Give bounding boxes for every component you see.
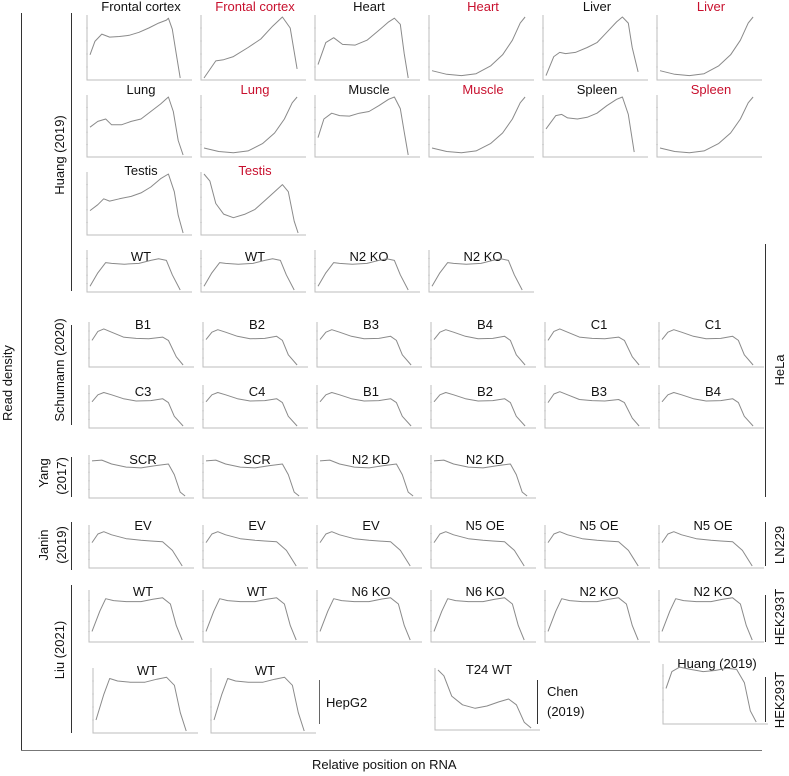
density-curve — [666, 667, 756, 722]
line-panel — [656, 83, 766, 159]
density-curve — [206, 393, 297, 427]
line-panel — [314, 250, 424, 294]
panel-title: N2 KO — [693, 584, 733, 599]
panel-axes — [87, 15, 192, 80]
line-panel — [210, 664, 320, 735]
group-label-janin-year: (2019) — [54, 526, 69, 564]
line-panel — [434, 663, 544, 732]
group-label-chen-year: (2019) — [547, 704, 585, 719]
line-panel — [430, 453, 540, 500]
panel-title: B3 — [591, 384, 607, 399]
line-panel — [544, 585, 654, 644]
density-curve — [318, 97, 408, 155]
panel-plot — [86, 172, 194, 237]
line-panel — [430, 585, 540, 644]
panel-title: C3 — [134, 384, 152, 399]
panel-plot — [314, 95, 422, 159]
line-panel — [430, 385, 540, 430]
panel-plot — [658, 525, 766, 570]
density-curve — [434, 393, 525, 427]
panel-title: B4 — [705, 384, 721, 399]
line-panel — [86, 250, 196, 294]
panel-plot — [544, 322, 652, 369]
density-curve — [432, 259, 522, 290]
group-label-schumann: Schumann (2020) — [52, 318, 67, 422]
janin-group-bracket — [71, 522, 72, 570]
panel-plot — [316, 525, 424, 570]
panel-plot — [658, 385, 766, 430]
cell-line-label-hela: HeLa — [772, 354, 787, 386]
panel-title: Frontal cortex — [215, 0, 295, 14]
liu-group-bracket — [71, 585, 72, 733]
group-label-huang: Huang (2019) — [52, 115, 67, 195]
panel-axes — [659, 590, 764, 642]
panel-title: WT — [246, 584, 268, 599]
panel-plot — [656, 15, 764, 82]
panel-title: Spleen — [576, 82, 618, 97]
panel-axes — [315, 95, 420, 157]
density-curve — [320, 532, 410, 566]
panel-plot — [544, 525, 652, 570]
cell-line-label-hek293t-1: HEK293T — [772, 588, 787, 646]
panel-plot — [202, 322, 310, 369]
line-panel — [200, 250, 310, 294]
panel-title: B1 — [363, 384, 379, 399]
hela-bracket — [765, 244, 766, 497]
density-curve — [206, 460, 299, 496]
panel-title: C1 — [704, 317, 722, 332]
panel-title: SCR — [243, 452, 271, 467]
density-curve — [92, 532, 182, 566]
density-curve — [432, 17, 525, 76]
panel-plot — [430, 385, 538, 430]
line-panel — [88, 318, 198, 369]
panel-plot — [428, 15, 536, 82]
density-curve — [90, 174, 183, 233]
density-curve — [318, 18, 408, 78]
density-curve — [548, 598, 638, 640]
panel-axes — [659, 525, 764, 568]
panel-axes — [211, 668, 316, 733]
density-curve — [204, 97, 297, 153]
line-panel — [200, 164, 310, 237]
panel-axes — [89, 322, 194, 367]
density-curve — [434, 532, 524, 566]
panel-axes — [89, 385, 194, 428]
line-panel — [428, 83, 538, 159]
panel-title: N2 KO — [463, 249, 503, 264]
line-panel — [200, 83, 310, 159]
panel-title: N5 OE — [579, 518, 619, 533]
panel-axes — [203, 525, 308, 568]
panel-title: Muscle — [462, 82, 504, 97]
density-curve — [92, 460, 185, 496]
panel-axes — [87, 250, 192, 292]
line-panel — [656, 0, 766, 82]
cell-line-label-hek293t-2: HEK293T — [772, 671, 787, 729]
density-curve — [548, 532, 638, 566]
density-curve — [90, 259, 180, 290]
panel-title: Heart — [353, 0, 385, 14]
panel-plot — [92, 668, 200, 735]
panel-plot — [658, 322, 766, 369]
cell-line-label-ln229: LN229 — [772, 525, 787, 565]
line-panel — [544, 318, 654, 369]
panel-title: EV — [248, 518, 266, 533]
panel-plot — [202, 590, 310, 644]
huang-group-bracket — [71, 13, 72, 291]
panel-title: B3 — [363, 317, 379, 332]
density-curve — [662, 598, 752, 640]
line-panel — [86, 0, 196, 82]
density-curve — [214, 677, 304, 731]
panel-plot — [88, 525, 196, 570]
panel-plot — [430, 322, 538, 369]
density-curve — [662, 330, 753, 365]
panel-plot — [200, 95, 308, 159]
panel-axes — [543, 95, 648, 157]
line-panel — [202, 585, 312, 644]
density-curve — [662, 393, 753, 427]
line-panel — [86, 83, 196, 159]
density-curve — [90, 97, 183, 155]
panel-plot — [542, 95, 650, 159]
line-panel — [202, 453, 312, 500]
panel-axes — [545, 385, 650, 428]
panel-plot — [544, 385, 652, 430]
panel-plot — [200, 15, 308, 82]
panel-axes — [431, 385, 536, 428]
line-panel — [86, 164, 196, 237]
panel-axes — [659, 322, 764, 367]
density-curve — [204, 17, 297, 78]
panel-plot — [316, 590, 424, 644]
panel-plot — [428, 250, 536, 294]
line-panel — [542, 83, 652, 159]
panel-title: Lung — [126, 82, 156, 97]
panel-plot — [662, 664, 770, 726]
panel-title: N6 KO — [351, 584, 391, 599]
panel-axes — [431, 590, 536, 642]
density-curve — [546, 17, 638, 76]
panel-axes — [317, 590, 422, 642]
line-panel — [544, 385, 654, 430]
line-panel — [314, 83, 424, 159]
density-curve — [548, 329, 639, 365]
density-curve — [320, 460, 413, 496]
density-curve — [660, 97, 753, 153]
density-curve — [546, 97, 634, 152]
line-panel — [88, 453, 198, 500]
line-panel — [430, 318, 540, 369]
panel-axes — [429, 250, 534, 292]
panel-title: N2 KD — [465, 452, 505, 467]
panel-plot — [202, 525, 310, 570]
panel-plot — [314, 15, 422, 82]
panel-title: Liver — [696, 0, 726, 14]
density-curve — [320, 393, 411, 427]
panel-axes — [203, 385, 308, 428]
panel-plot — [200, 172, 308, 237]
panel-plot — [542, 15, 650, 82]
panel-axes — [431, 322, 536, 367]
panel-title: SCR — [129, 452, 157, 467]
density-curve — [434, 460, 527, 496]
panel-plot — [428, 95, 536, 159]
panel-title: N2 KO — [349, 249, 389, 264]
density-curve — [548, 392, 639, 426]
density-curve — [92, 329, 183, 365]
panel-title: C4 — [248, 384, 266, 399]
panel-plot — [430, 590, 538, 644]
panel-title: C1 — [590, 317, 608, 332]
panel-plot — [86, 15, 194, 82]
panel-axes — [201, 250, 306, 292]
density-curve — [206, 330, 297, 365]
line-panel — [316, 318, 426, 369]
density-curve — [320, 330, 411, 365]
panel-axes — [89, 590, 194, 642]
density-curve — [204, 174, 298, 233]
panel-title: B1 — [135, 317, 151, 332]
panel-plot — [314, 250, 422, 294]
group-label-yang-name: Yang — [36, 458, 51, 488]
panel-title: WT — [132, 584, 154, 599]
panel-title: Huang (2019) — [677, 656, 757, 671]
panel-axes — [317, 385, 422, 428]
group-label-chen-name: Chen — [547, 684, 579, 699]
line-panel — [316, 519, 426, 570]
panel-title: Testis — [124, 163, 158, 178]
line-panel — [430, 519, 540, 570]
panel-plot — [88, 385, 196, 430]
panel-title: Frontal cortex — [101, 0, 181, 14]
panel-plot — [86, 250, 194, 294]
line-panel — [200, 0, 310, 82]
panel-plot — [430, 525, 538, 570]
line-panel — [316, 453, 426, 500]
x-axis-line — [21, 750, 762, 751]
panel-axes — [89, 525, 194, 568]
panel-plot — [88, 322, 196, 369]
panel-title: B4 — [477, 317, 493, 332]
line-panel — [316, 585, 426, 644]
y-axis-line — [21, 13, 22, 750]
panel-title: T24 WT — [465, 662, 513, 677]
panel-title: WT — [254, 663, 276, 678]
panel-title: EV — [362, 518, 380, 533]
panel-title: WT — [136, 663, 158, 678]
density-curve — [320, 598, 410, 640]
panel-plot — [316, 322, 424, 369]
panel-plot — [656, 95, 764, 159]
density-curve — [96, 677, 186, 731]
line-panel — [202, 519, 312, 570]
panel-title: N6 KO — [465, 584, 505, 599]
line-panel — [314, 0, 424, 82]
panel-title: Muscle — [348, 82, 390, 97]
panel-plot — [202, 385, 310, 430]
line-panel — [658, 318, 768, 369]
density-curve — [432, 97, 525, 153]
panel-plot — [430, 452, 538, 500]
panel-title: WT — [244, 249, 266, 264]
panel-axes — [203, 590, 308, 642]
panel-plot — [658, 590, 766, 644]
panel-axes — [203, 322, 308, 367]
group-label-liu: Liu (2021) — [52, 620, 67, 680]
line-panel — [662, 657, 772, 726]
panel-plot — [544, 590, 652, 644]
panel-axes — [317, 322, 422, 367]
panel-axes — [315, 15, 420, 80]
density-curve — [438, 670, 531, 728]
line-panel — [202, 385, 312, 430]
panel-axes — [201, 15, 306, 80]
line-panel — [88, 385, 198, 430]
panel-title: Spleen — [690, 82, 732, 97]
line-panel — [658, 385, 768, 430]
panel-plot — [202, 452, 310, 500]
panel-title: B2 — [249, 317, 265, 332]
panel-axes — [93, 668, 198, 733]
panel-axes — [545, 322, 650, 367]
panel-title: N2 KD — [351, 452, 391, 467]
yang-group-bracket — [71, 457, 72, 497]
panel-title: Liver — [582, 0, 612, 14]
panel-plot — [316, 452, 424, 500]
density-curve — [660, 17, 753, 76]
panel-title: Heart — [467, 0, 499, 14]
line-panel — [92, 664, 202, 735]
panel-plot — [88, 590, 196, 644]
density-curve — [434, 598, 524, 640]
schumann-group-bracket — [71, 325, 72, 425]
density-curve — [204, 259, 294, 290]
line-panel — [316, 385, 426, 430]
line-panel — [658, 585, 768, 644]
panel-axes — [431, 525, 536, 568]
panel-axes — [435, 668, 540, 730]
cell-line-label-hepg2: HepG2 — [326, 695, 368, 710]
density-curve — [318, 259, 408, 290]
panel-plot — [434, 668, 542, 732]
panel-title: N2 KO — [579, 584, 619, 599]
group-label-janin-name: Janin — [36, 529, 51, 561]
line-panel — [544, 519, 654, 570]
panel-plot — [210, 668, 318, 735]
panel-title: WT — [130, 249, 152, 264]
panel-title: Testis — [238, 163, 272, 178]
panel-title: Lung — [240, 82, 270, 97]
line-panel — [88, 519, 198, 570]
group-label-yang-year: (2017) — [54, 457, 69, 495]
line-panel — [428, 250, 538, 294]
panel-title: B2 — [477, 384, 493, 399]
panel-axes — [315, 250, 420, 292]
panel-plot — [88, 452, 196, 500]
density-curve — [434, 330, 525, 365]
panel-title: EV — [134, 518, 152, 533]
panel-plot — [200, 250, 308, 294]
panel-axes — [545, 525, 650, 568]
x-axis-label: Relative position on RNA — [312, 757, 457, 772]
density-curve — [92, 393, 183, 427]
density-curve — [90, 18, 180, 78]
panel-plot — [86, 95, 194, 159]
density-curve — [206, 532, 296, 566]
y-axis-label: Read density — [0, 345, 15, 421]
line-panel — [88, 585, 198, 644]
density-curve — [206, 598, 296, 640]
panel-axes — [545, 590, 650, 642]
density-curve — [662, 532, 752, 566]
line-panel — [542, 0, 652, 82]
panel-title: N5 OE — [465, 518, 505, 533]
line-panel — [658, 519, 768, 570]
panel-axes — [659, 385, 764, 428]
density-curve — [92, 598, 182, 640]
line-panel — [202, 318, 312, 369]
panel-title: N5 OE — [693, 518, 733, 533]
line-panel — [428, 0, 538, 82]
panel-plot — [316, 385, 424, 430]
panel-axes — [317, 525, 422, 568]
